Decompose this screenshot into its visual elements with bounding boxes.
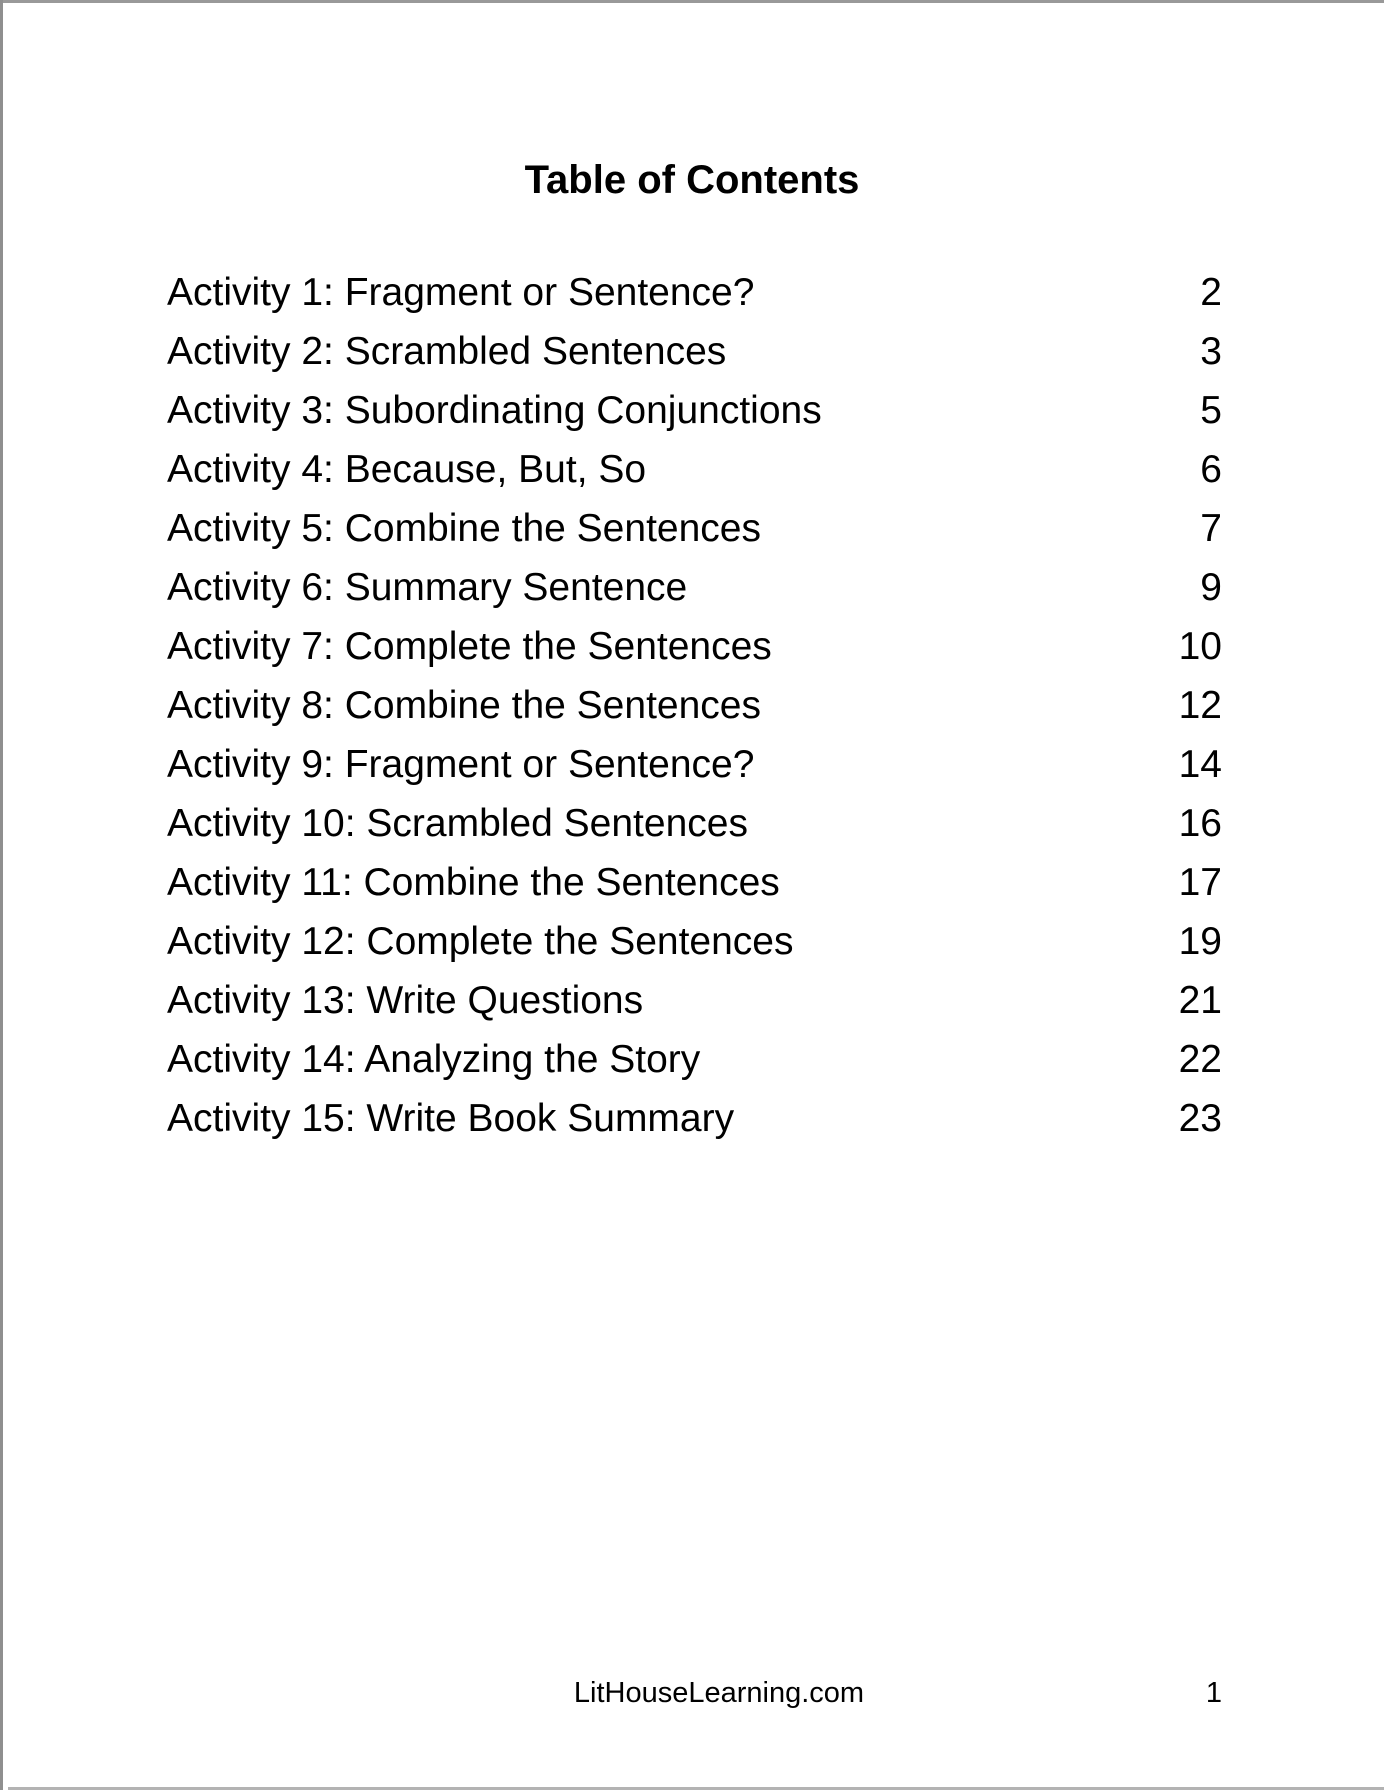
toc-item-page-number: 9 (1200, 566, 1222, 609)
toc-row (167, 558, 1222, 617)
toc-item-label: Activity 14: Analyzing the Story (167, 1038, 701, 1081)
table-of-contents (167, 263, 1222, 1148)
toc-item-label: Activity 5: Combine the Sentences (167, 507, 761, 550)
toc-item-label: Activity 13: Write Questions (167, 979, 644, 1022)
toc-item-page-number: 19 (1178, 920, 1222, 963)
toc-item-label: Activity 3: Subordinating Conjunctions (167, 389, 822, 432)
toc-item-page-number: 10 (1178, 625, 1222, 668)
page-edge-top (0, 0, 1384, 3)
toc-item-page-number: 17 (1178, 861, 1222, 904)
toc-row (167, 794, 1222, 853)
toc-item-label: Activity 12: Complete the Sentences (167, 920, 794, 963)
toc-row (167, 912, 1222, 971)
toc-item-label: Activity 6: Summary Sentence (167, 566, 688, 609)
toc-item-label: Activity 2: Scrambled Sentences (167, 330, 727, 373)
toc-item-page-number: 22 (1178, 1038, 1222, 1081)
toc-row (167, 440, 1222, 499)
toc-row (167, 381, 1222, 440)
toc-row (167, 676, 1222, 735)
footer-page-number: 1 (1205, 1677, 1222, 1709)
toc-item-page-number: 3 (1200, 330, 1222, 373)
toc-item-label: Activity 4: Because, But, So (167, 448, 647, 491)
toc-row (167, 322, 1222, 381)
toc-row (167, 853, 1222, 912)
footer-site-text: LitHouseLearning.com (573, 1677, 865, 1709)
toc-item-page-number: 16 (1178, 802, 1222, 845)
toc-item-label: Activity 15: Write Book Summary (167, 1097, 735, 1140)
toc-item-label: Activity 7: Complete the Sentences (167, 625, 772, 668)
toc-item-page-number: 14 (1178, 743, 1222, 786)
toc-item-label: Activity 10: Scrambled Sentences (167, 802, 748, 845)
toc-item-page-number: 6 (1200, 448, 1222, 491)
toc-row (167, 1030, 1222, 1089)
toc-row (167, 735, 1222, 794)
page-edge-left (0, 0, 3, 1790)
toc-row (167, 263, 1222, 322)
toc-item-page-number: 2 (1200, 271, 1222, 314)
toc-item-label: Activity 8: Combine the Sentences (167, 684, 761, 727)
toc-row (167, 499, 1222, 558)
toc-item-page-number: 5 (1200, 389, 1222, 432)
toc-row (167, 971, 1222, 1030)
toc-item-page-number: 12 (1178, 684, 1222, 727)
toc-item-page-number: 21 (1178, 979, 1222, 1022)
toc-item-label: Activity 1: Fragment or Sentence? (167, 271, 755, 314)
toc-row (167, 617, 1222, 676)
toc-item-page-number: 23 (1178, 1097, 1222, 1140)
toc-item-label: Activity 11: Combine the Sentences (167, 861, 780, 904)
toc-row (167, 1089, 1222, 1148)
page-title: Table of Contents (524, 158, 860, 202)
toc-item-label: Activity 9: Fragment or Sentence? (167, 743, 755, 786)
toc-item-page-number: 7 (1200, 507, 1222, 550)
